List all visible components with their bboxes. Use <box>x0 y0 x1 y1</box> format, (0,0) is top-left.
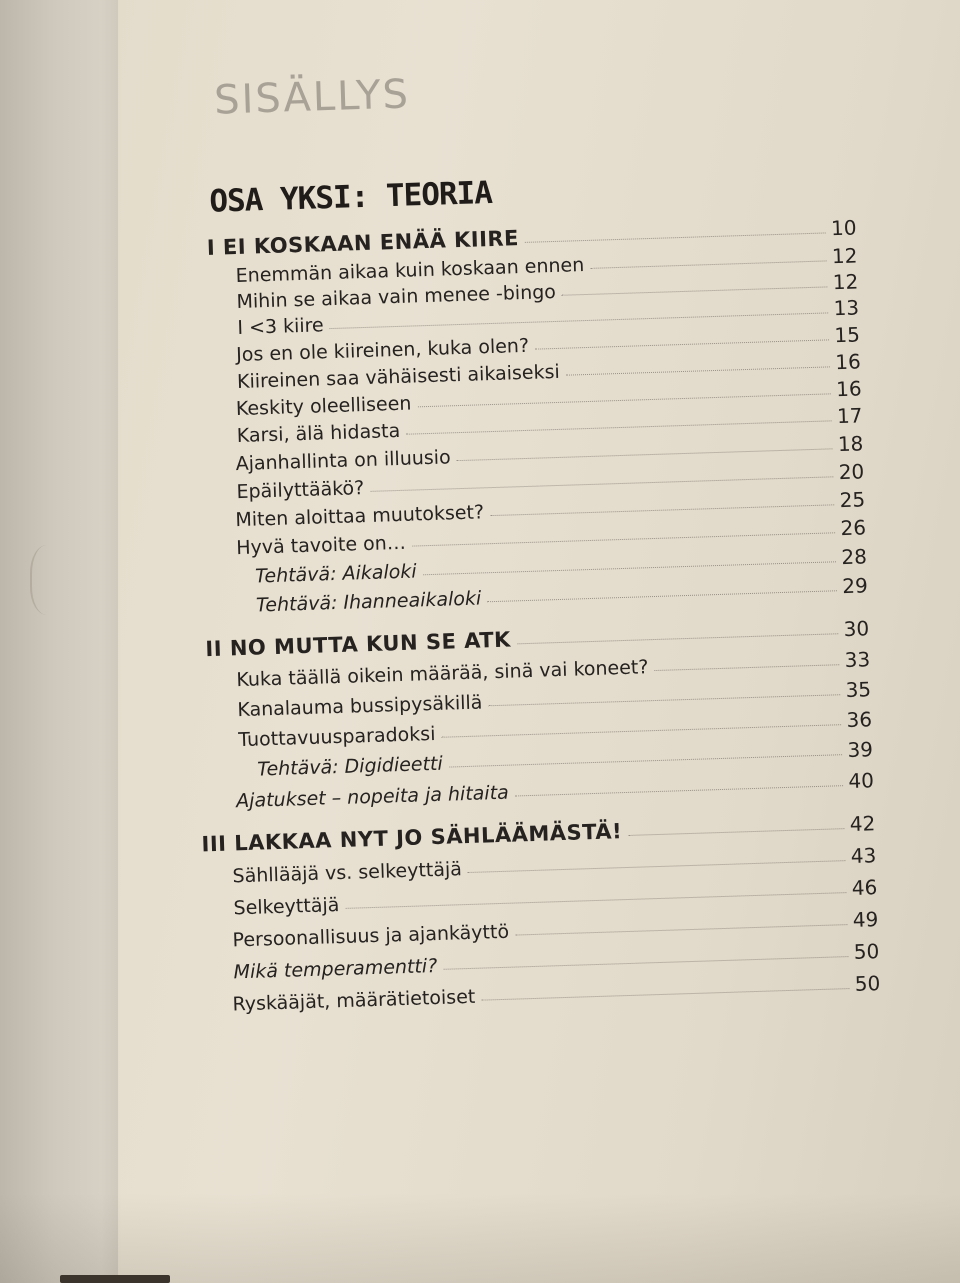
page-number: 28 <box>841 544 868 570</box>
dot-leader <box>654 664 838 671</box>
entry-label: Jos en ole kiireinen, kuka olen? <box>235 334 530 367</box>
dot-leader <box>515 924 847 935</box>
dot-leader <box>628 828 844 836</box>
entry-label: Mihin se aikaa vain menee -bingo <box>236 280 557 313</box>
entry-label: Ajatukset – nopeita ja hitaita <box>235 781 510 813</box>
dot-leader <box>517 633 838 644</box>
page-number: 18 <box>837 431 864 457</box>
page-number: 17 <box>836 403 863 429</box>
entry-label: Keskity oleelliseen <box>235 392 412 421</box>
toc-title: SISÄLLYS <box>213 71 411 124</box>
entry-label: I <3 kiire <box>237 314 325 339</box>
page-number: 40 <box>848 768 875 793</box>
entry-label: Miten aloittaa muutokset? <box>235 501 485 532</box>
chapter-title: III LAKKAA NYT JO SÄHLÄÄMÄSTÄ! <box>201 819 623 857</box>
table-of-contents <box>181 0 921 1283</box>
entry-label: Tuottavuusparadoksi <box>237 722 436 752</box>
dot-leader <box>487 590 836 602</box>
part-title: OSA YKSI: TEORIA <box>208 174 493 220</box>
entry-label: Ajanhallinta on illuusio <box>235 446 451 476</box>
entry-label: Mikä temperamentti? <box>233 955 438 984</box>
page-number: 43 <box>850 843 877 868</box>
page-number: 10 <box>830 215 857 241</box>
page-number: 42 <box>849 811 876 836</box>
entry-label: Tehtävä: Ihanneaikaloki <box>255 587 482 617</box>
show-through-mark <box>30 545 72 615</box>
entry-label: Selkeyttäjä <box>233 894 340 920</box>
page-number: 35 <box>845 677 872 703</box>
entry-label: Hyvä tavoite on… <box>235 531 407 560</box>
entry-label: Enemmän aikaa kuin koskaan ennen <box>235 254 585 287</box>
page-number: 25 <box>839 487 866 513</box>
chapter-title: II NO MUTTA KUN SE ATK <box>205 627 512 662</box>
page-number: 33 <box>844 647 871 673</box>
book-gutter <box>0 0 135 1283</box>
page-number: 36 <box>846 707 873 733</box>
page-number: 50 <box>854 971 881 996</box>
page-number: 12 <box>831 243 858 269</box>
chapter-title: I EI KOSKAAN ENÄÄ KIIRE <box>206 226 520 260</box>
book-cover-edge <box>60 1275 170 1283</box>
page-number: 13 <box>833 295 860 321</box>
entry-label: Kuka täällä oikein määrää, sinä vai koneet? <box>236 656 649 692</box>
entry-label: Persoonallisuus ja ajankäyttö <box>232 920 510 952</box>
page-number: 39 <box>847 737 874 763</box>
dot-leader <box>515 785 843 796</box>
page-number: 15 <box>834 322 861 348</box>
page-number: 30 <box>843 616 870 642</box>
entry-label: Ryskääjät, määrätietoiset <box>232 985 476 1016</box>
page-number: 49 <box>852 907 879 932</box>
page-number: 16 <box>835 376 862 402</box>
page-number: 46 <box>851 875 878 900</box>
page-number: 26 <box>840 515 867 541</box>
entry-label: Epäilyttääkö? <box>236 477 365 504</box>
entry-label: Sähllääjä vs. selkeyttäjä <box>232 858 463 888</box>
dot-leader <box>481 988 849 1001</box>
page-number: 29 <box>841 573 869 599</box>
page-number: 16 <box>834 349 862 375</box>
entry-label: Tehtävä: Aikaloki <box>254 560 417 588</box>
entry-label: Tehtävä: Digidieetti <box>256 752 444 781</box>
entry-label: Kiireinen saa vähäisesti aikaiseksi <box>236 360 561 394</box>
page-number: 20 <box>838 459 865 485</box>
page-number: 50 <box>853 939 880 964</box>
entry-label: Karsi, älä hidasta <box>236 419 401 448</box>
page-number: 12 <box>832 269 859 295</box>
entry-label: Kanalauma bussipysäkillä <box>237 691 483 722</box>
